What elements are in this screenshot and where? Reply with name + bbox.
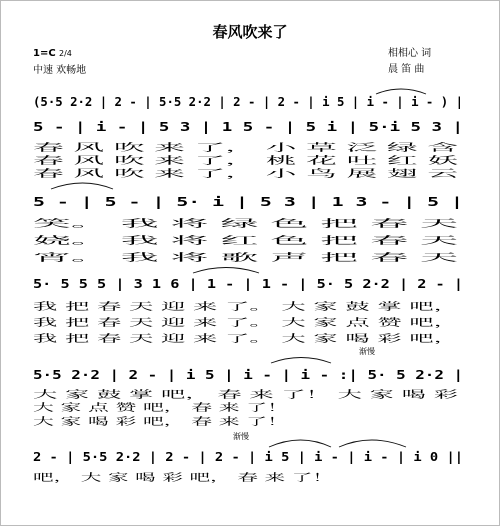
notes-line: 5· 5 5 5 | 3 1 6 | 1 - | 1 - | 5· 5 2·2 | 2 - | [33, 276, 463, 291]
lyric-verse-1: 我 把 春 天 迎 来 了。 大 家 鼓 掌 吧， [33, 302, 208, 313]
lyric-verse-3: 我 把 春 天 迎 来 了。 大 家 喝 彩 吧， [33, 334, 208, 345]
lyric-verse-1: 大 家 鼓 掌 吧， 春 来 了！ 大 家 喝 彩 [33, 390, 208, 401]
notes-line: 5 - | i - | 5 3 | 1 5 - | 5 i | 5·i 5 3 | [33, 119, 463, 134]
tie-arc [193, 268, 259, 274]
lyric-verse-2: 娆。 我 将 红 色 把 春 天 [33, 236, 146, 247]
tie-arc [339, 440, 406, 447]
lyric-verse-2: 春 风 吹 来 了， 桃 花 吐 红 妖 [33, 156, 172, 167]
notes-line: 5·5 2·2 | 2 - | i 5 | i - | i - :| 5· 5 2·2 | [33, 367, 463, 382]
time-signature: 2/4 [59, 49, 72, 58]
system-4 [33, 268, 463, 357]
tempo-annotation: 渐慢 [233, 432, 249, 441]
system-3 [33, 183, 463, 264]
lyricist-credit: 相相心 词 [388, 48, 432, 59]
lyric-verse-3: 春 风 吹 来 了， 小 鸟 展 翅 云 [33, 169, 172, 180]
lyric-verse-1: 笑。 我 将 绿 色 把 春 天 [33, 219, 146, 230]
system-6 [33, 440, 463, 484]
tie-arc [51, 183, 113, 189]
composer-credit: 晨 笛 曲 [388, 64, 425, 75]
lyric-verse-1: 春 风 吹 来 了， 小 草 泛 绿 含 [33, 143, 172, 154]
score-canvas [1, 1, 499, 525]
notes-line: 2 - | 5·5 2·2 | 2 - | 2 - | i 5 | i - | i - | i 0 || [33, 449, 463, 464]
tempo-marking: 中速 欢畅地 [33, 65, 87, 76]
system-5 [33, 358, 463, 442]
song-title: 春风吹来了 [212, 23, 288, 41]
system-1 [33, 89, 463, 109]
tie-arc [271, 358, 331, 364]
tie-arc [269, 440, 331, 447]
lyric-verse-2: 我 把 春 天 迎 来 了。 大 家 点 赞 吧， [33, 318, 208, 329]
key-signature: 1=C [33, 48, 56, 59]
lyric-verse-2: 大 家 点 赞 吧， 春 来 了！ [33, 403, 156, 414]
tempo-annotation: 渐慢 [359, 347, 375, 356]
system-2 [33, 119, 463, 180]
notes-line: (5·5 2·2 | 2 - | 5·5 2·2 | 2 - | 2 - | i 5 | i - | i - ) | [33, 94, 463, 109]
notes-line: 5 - | 5 - | 5· i | 5 3 | 1 3 - | 5 | [33, 194, 463, 209]
lyric-verse-3: 宵。 我 将 歌 声 把 春 天 [33, 253, 146, 264]
lyric-verse-3: 大 家 喝 彩 吧， 春 来 了！ [33, 417, 156, 428]
lyric-verse-1: 吧， 大 家 喝 彩 吧， 春 来 了！ [33, 473, 179, 484]
